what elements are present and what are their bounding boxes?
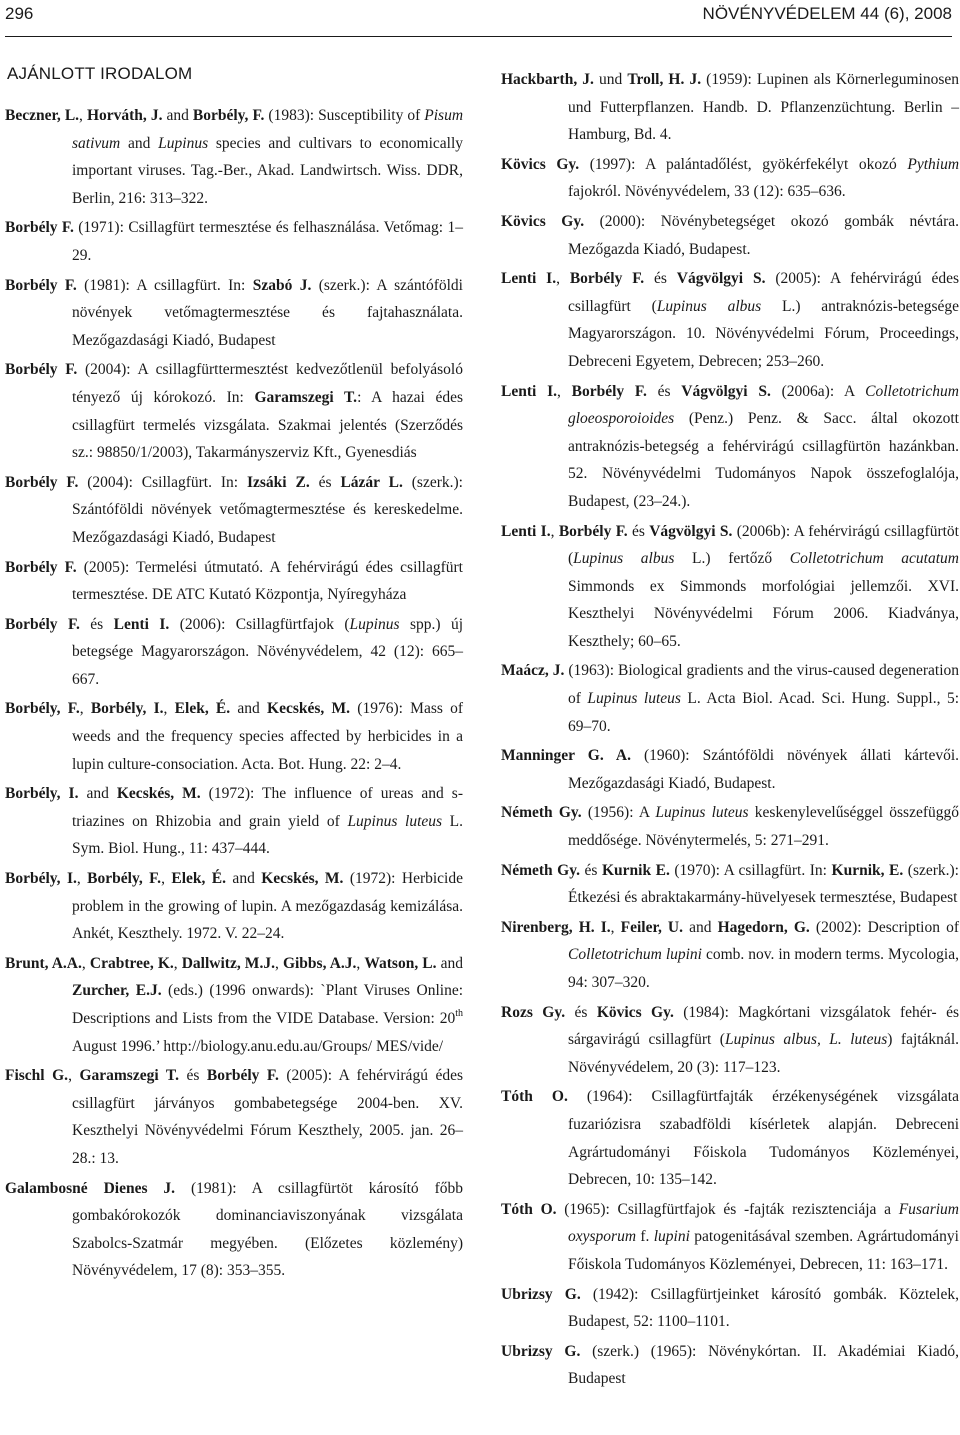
reference-text: , xyxy=(173,954,182,972)
journal-title: NÖVÉNYVÉDELEM 44 (6), 2008 xyxy=(702,4,952,23)
reference-text: , xyxy=(76,870,88,888)
reference-text: , xyxy=(79,107,87,124)
reference-text: , xyxy=(163,700,175,718)
reference-entry xyxy=(501,66,959,149)
author-name: Zurcher, E.J. xyxy=(72,982,162,1000)
reference-entry xyxy=(5,469,463,552)
author-name: Elek, É. xyxy=(174,700,231,718)
author-name: Nirenberg, H. I. xyxy=(501,918,611,936)
reference-text: (2005): A fehérvirágú édes csillagfürt járványos gombabetegsége 2004-ben. XV. Keszthelyi Növényvédelmi Fórum Keszthely, 2005. jan. 26–28.: 13. xyxy=(72,1067,463,1167)
reference-text: (1997): A palántadőlést, gyökérfekélyt okozó xyxy=(579,155,908,173)
author-name: Troll, H. J. xyxy=(627,71,702,88)
reference-text: August 1996.’ http://biology.anu.edu.au/Groups/ MES/vide/ xyxy=(72,1037,444,1055)
author-name: Lenti I. xyxy=(501,382,557,400)
author-name: Vágvölgyi S. xyxy=(649,522,733,540)
reference-text: (szerk.): Étkezési és abraktakarmány-hüvelyesek termesztése, Budapest xyxy=(568,861,959,907)
reference-entry xyxy=(5,102,463,212)
reference-text: and xyxy=(120,134,159,152)
reference-text: és xyxy=(565,1003,597,1021)
author-name: Feiler, U. xyxy=(620,918,683,936)
reference-entry xyxy=(5,865,463,948)
author-name: Borbély, F. xyxy=(5,700,80,718)
reference-entry xyxy=(5,272,463,355)
author-name: Kurnik E. xyxy=(601,861,670,879)
reference-entry xyxy=(501,378,959,516)
author-name: Borbély F. xyxy=(5,558,77,576)
reference-entry xyxy=(5,554,463,609)
author-name: Borbély F. xyxy=(5,276,77,294)
author-name: Borbély F. xyxy=(5,615,80,633)
author-name: Crabtree, K. xyxy=(89,954,174,972)
author-name: Borbély F. xyxy=(569,270,645,288)
reference-text: (1971): Csillagfürt termesztése és felhasználása. Vetőmag: 1–29. xyxy=(72,219,463,264)
reference-text: és xyxy=(79,615,114,633)
author-name: Kövics Gy. xyxy=(596,1003,674,1021)
author-name: Vágvölgyi S. xyxy=(681,382,771,400)
italic-text: Lupinus xyxy=(158,134,209,152)
reference-text: f. xyxy=(636,1228,654,1246)
reference-text: , xyxy=(81,954,90,972)
reference-text: (2004): Csillagfürt. In: xyxy=(78,473,247,491)
reference-text: , xyxy=(68,1067,80,1085)
reference-text: (Penz.) Penz. & Sacc. által okozott antraknózis-betegség a fehérvirágú csillagfürtön hazánkban. 52. Növényvédelmi Tudományos Napok összefoglalója, Budapest, (23–24.). xyxy=(568,410,959,510)
reference-entry xyxy=(5,611,463,694)
author-name: Kurnik, E. xyxy=(831,861,904,879)
author-name: Izsáki Z. xyxy=(246,473,310,491)
reference-text: (1981): A csillagfürt. In: xyxy=(76,276,253,294)
right-reference-list xyxy=(501,66,959,1393)
reference-entry xyxy=(501,151,959,206)
author-name: Lenti I. xyxy=(501,522,551,540)
author-name: Fischl G. xyxy=(5,1067,69,1085)
reference-text: (1976): Mass of weeds and the frequency species affected by herbicides in a lupin culture-consociation. Acta. Bot. Hung. 22: 2–4. xyxy=(72,700,464,773)
author-name: Ubrizsy G. xyxy=(501,1285,581,1303)
reference-text: fajokról. Növényvédelem, 33 (12): 635–636. xyxy=(568,183,846,201)
reference-entry xyxy=(501,742,959,797)
reference-text: and xyxy=(162,107,193,124)
author-name: Borbély F. xyxy=(206,1067,279,1085)
reference-text: and xyxy=(78,785,117,803)
italic-text: Lupinus luteus xyxy=(347,812,443,830)
reference-text: , xyxy=(79,700,91,718)
italic-text: Colletotrichum acutatum xyxy=(789,550,959,568)
reference-text: és xyxy=(646,382,682,400)
section-title: AJÁNLOTT IRODALOM xyxy=(7,64,193,83)
reference-text: (2005): A fehérvirágú édes csillagfürt ( xyxy=(568,270,959,315)
reference-text: spp.) új betegsége Magyarországon. Növényvédelem, 42 (12): 665–667. xyxy=(72,615,463,688)
author-name: Ubrizsy G. xyxy=(501,1342,581,1360)
reference-text: , xyxy=(556,382,572,400)
author-name: Hagedorn, G. xyxy=(717,918,810,936)
italic-text: lupini xyxy=(653,1228,690,1246)
reference-text: species and cultivars to economically important viruses. Tag.-Ber., Akad. Landwirtsch. Wiss. DDR, Berlin, 216: 313–322. xyxy=(72,134,463,207)
reference-text: L.) antraknózis-betegsége Magyarországon. 10. Növényvédelmi Fórum, Proceedings, Debreceni Egyetem, Debrecen; 253–260. xyxy=(568,297,959,370)
superscript-text: th xyxy=(455,1008,463,1019)
author-name: Borbély F. xyxy=(558,522,628,540)
reference-text: , xyxy=(161,870,172,888)
author-name: Watson, L. xyxy=(364,954,437,972)
reference-entry xyxy=(5,214,463,269)
author-name: Kecskés, M. xyxy=(267,700,351,718)
reference-entry xyxy=(5,780,463,863)
italic-text: Lupinus albus, L. luteus xyxy=(724,1031,888,1049)
author-name: Garamszegi T. xyxy=(79,1067,179,1085)
reference-entry xyxy=(501,265,959,375)
reference-entry xyxy=(5,356,463,466)
author-name: Kövics Gy. xyxy=(501,155,580,173)
reference-text: és xyxy=(627,522,650,540)
reference-text: L. Acta Biol. Acad. Sci. Hung. Suppl., 5: 69–70. xyxy=(568,690,960,735)
italic-text: Colletotrichum lupini xyxy=(568,946,702,964)
reference-text: (eds.) (1996 onwards): `Plant Viruses Online: Descriptions and Lists from the VIDE Database. Version: 20 xyxy=(72,982,464,1027)
reference-text: és xyxy=(644,270,677,288)
italic-text: Pisum sativum xyxy=(72,107,464,152)
author-name: Borbély F. xyxy=(5,473,79,491)
italic-text: Fusarium oxysporum xyxy=(568,1200,959,1246)
author-name: Tóth O. xyxy=(501,1088,568,1106)
reference-text: (1964): Csillagfürtfajták érzékenységének vizsgálata fuzariózisra szabadföldi kísérletek alapján. Debreceni Agrártudományi Főiskola Tudományos Közleményei, Debrecen, 10: 135–142. xyxy=(567,1088,959,1189)
reference-text: (szerk.): A szántóföldi növények vetőmagtermesztése és fajtahasználata. Mezőgazdasági Kiadó, Budapest xyxy=(72,276,463,349)
reference-text: (1960): Szántóföldi növények állati kártevői. Mezőgazdasági Kiadó, Budapest. xyxy=(568,747,960,792)
header-rule xyxy=(5,36,952,37)
author-name: Elek, É. xyxy=(171,870,227,888)
author-name: Borbély F. xyxy=(571,382,647,400)
reference-text: (1972): The influence of ureas and s-triazines on Rhizobia and grain yield of xyxy=(72,785,464,830)
reference-entry xyxy=(501,914,959,997)
reference-text: (szerk.): Szántóföldi növények vetőmagtermesztése és kereskedelme. Mezőgazdasági Kiadó, Budapest xyxy=(72,473,463,546)
reference-text: (2006): Csillagfürtfajok ( xyxy=(169,615,350,633)
author-name: Szabó J. xyxy=(252,276,312,294)
reference-text: (2004): A csillagfürttermesztést kedvezőtlenül befolyásoló tényező új kórokozó. In: xyxy=(72,361,463,406)
reference-text: , xyxy=(556,270,570,288)
author-name: Tóth O. xyxy=(501,1200,557,1218)
left-column xyxy=(5,64,463,1287)
reference-text: L. Sym. Biol. Hung., 11: 437–444. xyxy=(72,812,464,858)
reference-text: und xyxy=(593,71,628,88)
reference-entry xyxy=(501,208,959,263)
reference-entry xyxy=(5,695,463,778)
reference-entry xyxy=(5,1175,463,1285)
author-name: Lázár L. xyxy=(340,473,403,491)
reference-text: és xyxy=(309,473,341,491)
author-name: Borbély, I. xyxy=(90,700,164,718)
reference-text: (1983): Susceptibility of xyxy=(264,107,425,124)
reference-text: Simmonds ex Simmonds morfológiai jellemzői. XVI. Keszthelyi Növényvédelmi Fórum 2006. Kiadványa, Keszthely; 60–65. xyxy=(568,577,959,650)
reference-text: , xyxy=(610,918,621,936)
reference-text: , xyxy=(274,954,283,972)
reference-text: (1942): Csillagfürtjeinket károsító gombák. Köztelek, Budapest, 52: 1100–1101. xyxy=(568,1285,959,1331)
reference-text: (1970): A csillagfürt. In: xyxy=(669,861,832,879)
author-name: Hackbarth, J. xyxy=(501,71,594,88)
italic-text: Pythium xyxy=(907,155,960,173)
reference-text: (2005): Termelési útmutató. A fehérvirágú édes csillagfürt termesztése. DE ATC Kutató Központja, Nyíregyháza xyxy=(72,558,463,604)
reference-entry xyxy=(5,1062,463,1172)
reference-entry xyxy=(501,799,959,854)
author-name: Kecskés, M. xyxy=(116,785,201,803)
reference-text: (2006a): A xyxy=(770,382,866,400)
author-name: Borbély, F. xyxy=(192,107,265,124)
author-name: Németh Gy. xyxy=(501,804,582,822)
reference-text: (szerk.) (1965): Növénykórtan. II. Akadémiai Kiadó, Budapest xyxy=(568,1342,959,1388)
author-name: Manninger G. A. xyxy=(501,747,631,765)
author-name: Németh Gy. xyxy=(501,861,580,879)
reference-entry xyxy=(501,857,959,912)
reference-entry xyxy=(501,1281,959,1336)
reference-text: patogenitásával szemben. Agrártudományi Főiskola Tudományos Közleményei, Debrecen, 11: 163–171. xyxy=(568,1228,959,1273)
reference-text: (1956): A xyxy=(581,804,656,822)
reference-text: (2006b): A fehérvirágú csillagfürtöt ( xyxy=(568,522,959,568)
italic-text: Lupinus luteus xyxy=(655,804,749,822)
author-name: Gibbs, A.J. xyxy=(282,954,357,972)
author-name: Brunt, A.A. xyxy=(5,954,82,972)
reference-text: and xyxy=(226,870,262,888)
reference-text: , xyxy=(356,954,365,972)
reference-text: (1963): Biological gradients and the virus-caused degeneration of xyxy=(564,662,960,708)
author-name: Lenti I. xyxy=(113,615,170,633)
author-name: Borbély F. xyxy=(5,219,74,237)
author-name: Vágvölgyi S. xyxy=(676,270,766,288)
author-name: Borbély, I. xyxy=(5,870,77,888)
reference-text: comb. nov. in modern terms. Mycologia, 94: 307–320. xyxy=(568,946,959,991)
author-name: Borbély F. xyxy=(5,361,78,379)
author-name: Dallwitz, M.J. xyxy=(181,954,275,972)
reference-entry xyxy=(501,657,959,740)
reference-text: keskenylevelűséggel összefüggő meddősége. Növénytermelés, 5: 271–291. xyxy=(568,804,959,850)
reference-entry xyxy=(501,1196,959,1279)
reference-text: ) fajtáknál. Növényvédelem, 20 (3): 117–123. xyxy=(568,1031,959,1076)
author-name: Borbély, F. xyxy=(87,870,162,888)
reference-text: and xyxy=(683,918,718,936)
reference-entry xyxy=(501,1338,959,1393)
reference-text: (1984): Magkórtani vizsgálatok fehér- és sárgavirágú csillagfürt ( xyxy=(568,1003,959,1049)
reference-text: L.) fertőző xyxy=(674,550,790,568)
page-number: 296 xyxy=(5,4,34,23)
left-reference-list xyxy=(5,102,463,1285)
author-name: Galambosné Dienes J. xyxy=(5,1179,176,1197)
author-name: Horváth, J. xyxy=(86,107,163,124)
reference-entry xyxy=(5,950,463,1060)
right-column xyxy=(501,66,959,1395)
italic-text: Lupinus luteus xyxy=(587,690,681,708)
reference-text: és xyxy=(178,1067,207,1085)
author-name: Kecskés, M. xyxy=(261,870,344,888)
reference-entry xyxy=(501,1083,959,1193)
reference-text: (1959): Lupinen als Körnerleguminosen und Futterpflanzen. Handb. D. Pflanzenzüchtung. Berlin – Hamburg, Bd. 4. xyxy=(568,71,959,144)
italic-text: Colletotrichum gloeosporoioides xyxy=(568,382,959,428)
italic-text: Lupinus albus xyxy=(656,297,762,315)
author-name: Maácz, J. xyxy=(501,662,565,680)
reference-text: (2000): Növénybetegséget okozó gombák névtára. Mezőgazda Kiadó, Budapest. xyxy=(568,212,959,258)
reference-text: (1972): Herbicide problem in the growing of lupin. A mezőgazdaság kemizálása. Ankét, Keszthely. 1972. V. 22–24. xyxy=(72,870,463,943)
italic-text: Lupinus albus xyxy=(573,550,675,568)
reference-text: (1981): A csillagfürtöt károsító főbb gombakórokozók dominanciaviszonyának vizsgálata Szabolcs-Szatmár megyében. (Előzetes közlemény) Növényvédelem, 17 (8): 353–355. xyxy=(72,1179,464,1280)
author-name: Garamszegi T. xyxy=(254,388,358,406)
reference-text: and xyxy=(436,954,464,972)
author-name: Beczner, L. xyxy=(5,107,80,124)
author-name: Rozs Gy. xyxy=(501,1003,566,1021)
reference-text: (1965): Csillagfürtfajok és -fajták rezisztenciája a xyxy=(556,1200,899,1218)
reference-text: (2002): Description of xyxy=(809,918,959,936)
running-header xyxy=(5,4,952,28)
reference-entry xyxy=(501,518,959,656)
author-name: Lenti I. xyxy=(501,270,557,288)
italic-text: Lupinus xyxy=(349,615,400,633)
author-name: Kövics Gy. xyxy=(501,212,585,230)
reference-text: és xyxy=(580,861,602,879)
reference-text: , xyxy=(550,522,559,540)
author-name: Borbély, I. xyxy=(5,785,79,803)
reference-text: : A hazai édes csillagfürt termelés vizsgálata. Szakmai jelentés (Szerződés sz.: 98850/1/2003), Takarmányszerviz Kft., Gyenesdiás xyxy=(72,388,463,462)
reference-text: and xyxy=(230,700,268,718)
reference-entry xyxy=(501,999,959,1082)
